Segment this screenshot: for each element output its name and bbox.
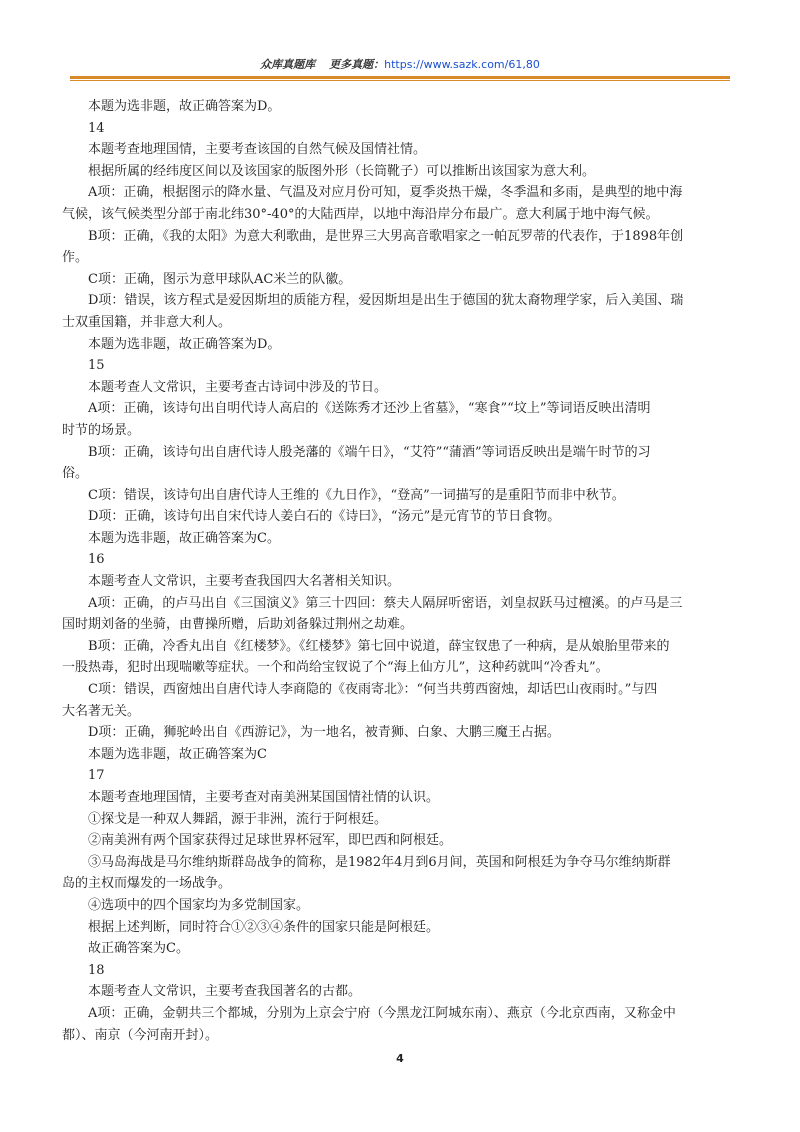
text-line: ①探戈是一种双人舞蹈，源于非洲，流行于阿根廷。 [88, 811, 388, 827]
text-line: C项：正确，图示为意甲球队AC米兰的队徽。 [88, 271, 352, 287]
text-line: 本题为选非题，故正确答案为D。 [88, 99, 281, 114]
text-line: 气候，该气候类型分部于南北纬30°-40°的大陆西岸，以地中海沿岸分布最广。意大利属于地中海气候。 [62, 206, 659, 222]
text-line: 根据所属的经纬度区间以及该国家的版图外形（长筒靴子）可以推断出该国家为意大利。 [88, 163, 596, 179]
text-line: B项：正确，《我的太阳》为意大利歌曲，是世界三大男高音歌唱家之一帕瓦罗蒂的代表作，于1898年创 [88, 228, 684, 244]
text-line: 本题为选非题，故正确答案为C。 [88, 530, 280, 546]
text-line: 国时期刘备的坐骑，由曹操所赠，后助刘备躲过荆州之劫难。 [62, 617, 414, 633]
text-line: 岛的主权而爆发的一场战争。 [62, 876, 232, 892]
text-line: 士双重国籍，并非意大利人。 [62, 314, 232, 330]
text-line: 本题考查人文常识，主要考查我国四大名著相关知识。 [88, 574, 401, 590]
text-line: 都）、南京（今河南开封）。 [62, 1027, 219, 1043]
site-name: 众库真题库 [260, 58, 316, 71]
text-line: 作。 [62, 250, 89, 266]
text-line: 俗。 [62, 466, 89, 482]
text-line: A项：正确，金朝共三个都城，分别为上京会宁府（今黑龙江阿城东南）、燕京（今北京西南，又称金中 [88, 1005, 676, 1021]
text-line: 一股热毒，犯时出现喘嗽等症状。一个和尚给宝钗说了个“海上仙方儿”，这种药就叫“冷香丸”。 [62, 660, 609, 676]
text-line: A项：正确，该诗句出自明代诗人高启的《送陈秀才还沙上省墓》，“寒食”“坟上”等词语反映出清明 [88, 401, 651, 417]
text-line: ④选项中的四个国家均为多党制国家。 [88, 897, 310, 913]
page-header [0, 56, 800, 72]
question-number: 15 [88, 358, 105, 374]
question-number: 17 [88, 768, 105, 784]
text-line: 本题考查地理国情，主要考查对南美洲某国国情社情的认识。 [88, 790, 440, 805]
text-line: 故正确答案为C。 [88, 941, 189, 957]
text-line: 时节的场景。 [62, 422, 141, 438]
page-number: 4 [396, 1052, 404, 1065]
text-line: 本题考查人文常识，主要考查我国著名的古都。 [88, 984, 362, 1000]
text-line: 本题考查地理国情，主要考查该国的自然气候及国情社情。 [88, 142, 427, 158]
text-line: ③马岛海战是马尔维纳斯群岛战争的简称，是1982年4月到6月间，英国和阿根廷为争夺马尔维纳斯群 [88, 854, 671, 870]
text-line: 本题为选非题，故正确答案为C [88, 746, 267, 762]
text-line: 本题考查人文常识，主要考查古诗词中涉及的节日。 [88, 379, 388, 395]
header-url-link[interactable]: https://www.sazk.com/61,80 [384, 58, 540, 71]
text-line: C项：错误，该诗句出自唐代诗人王维的《九日作》，“登高”一词描写的是重阳节而非中秋节。 [88, 487, 625, 503]
more-label: 更多真题： [329, 58, 385, 71]
text-line: ②南美洲有两个国家获得过足球世界杯冠军，即巴西和阿根廷。 [88, 833, 453, 849]
text-line: B项：正确，冷香丸出自《红楼梦》。《红楼梦》第七回中说道，薛宝钗患了一种病，是从娘胎里带来的 [88, 638, 670, 654]
text-line: A项：正确，的卢马出自《三国演义》第三十四回：蔡夫人隔屏听密语，刘皇叔跃马过檀溪。的卢马是三 [88, 595, 683, 611]
text-line: D项：错误，该方程式是爱因斯坦的质能方程，爱因斯坦是出生于德国的犹太裔物理学家，后入美国、瑞 [88, 293, 684, 309]
question-number: 14 [88, 120, 105, 136]
question-number: 16 [88, 552, 105, 568]
text-line: B项：正确，该诗句出自唐代诗人殷尧藩的《端午日》，“艾符”“蒲酒”等词语反映出是端午时节的习 [88, 444, 651, 460]
text-line: A项：正确，根据图示的降水量、气温及对应月份可知，夏季炎热干燥，冬季温和多雨，是典型的地中海 [88, 185, 683, 201]
header-rule-thin [70, 80, 730, 81]
text-line: D项：正确，该诗句出自宋代诗人姜白石的《诗曰》，“汤元”是元宵节的节日食物。 [88, 509, 561, 525]
answer-explanations [62, 96, 748, 1046]
text-line: 本题为选非题，故正确答案为D。 [88, 336, 281, 352]
header-rule-thick [70, 76, 730, 79]
text-line: C项：错误，西窗烛出自唐代诗人李商隐的《夜雨寄北》：“何当共剪西窗烛，却话巴山夜雨时。”与四 [88, 682, 658, 698]
text-line: D项：正确，狮驼岭出自《西游记》，为一地名，被青狮、白象、大鹏三魔王占据。 [88, 725, 560, 741]
question-number: 18 [88, 962, 105, 978]
text-line: 根据上述判断，同时符合①②③④条件的国家只能是阿根廷。 [88, 919, 440, 935]
text-line: 大名著无关。 [62, 703, 141, 719]
